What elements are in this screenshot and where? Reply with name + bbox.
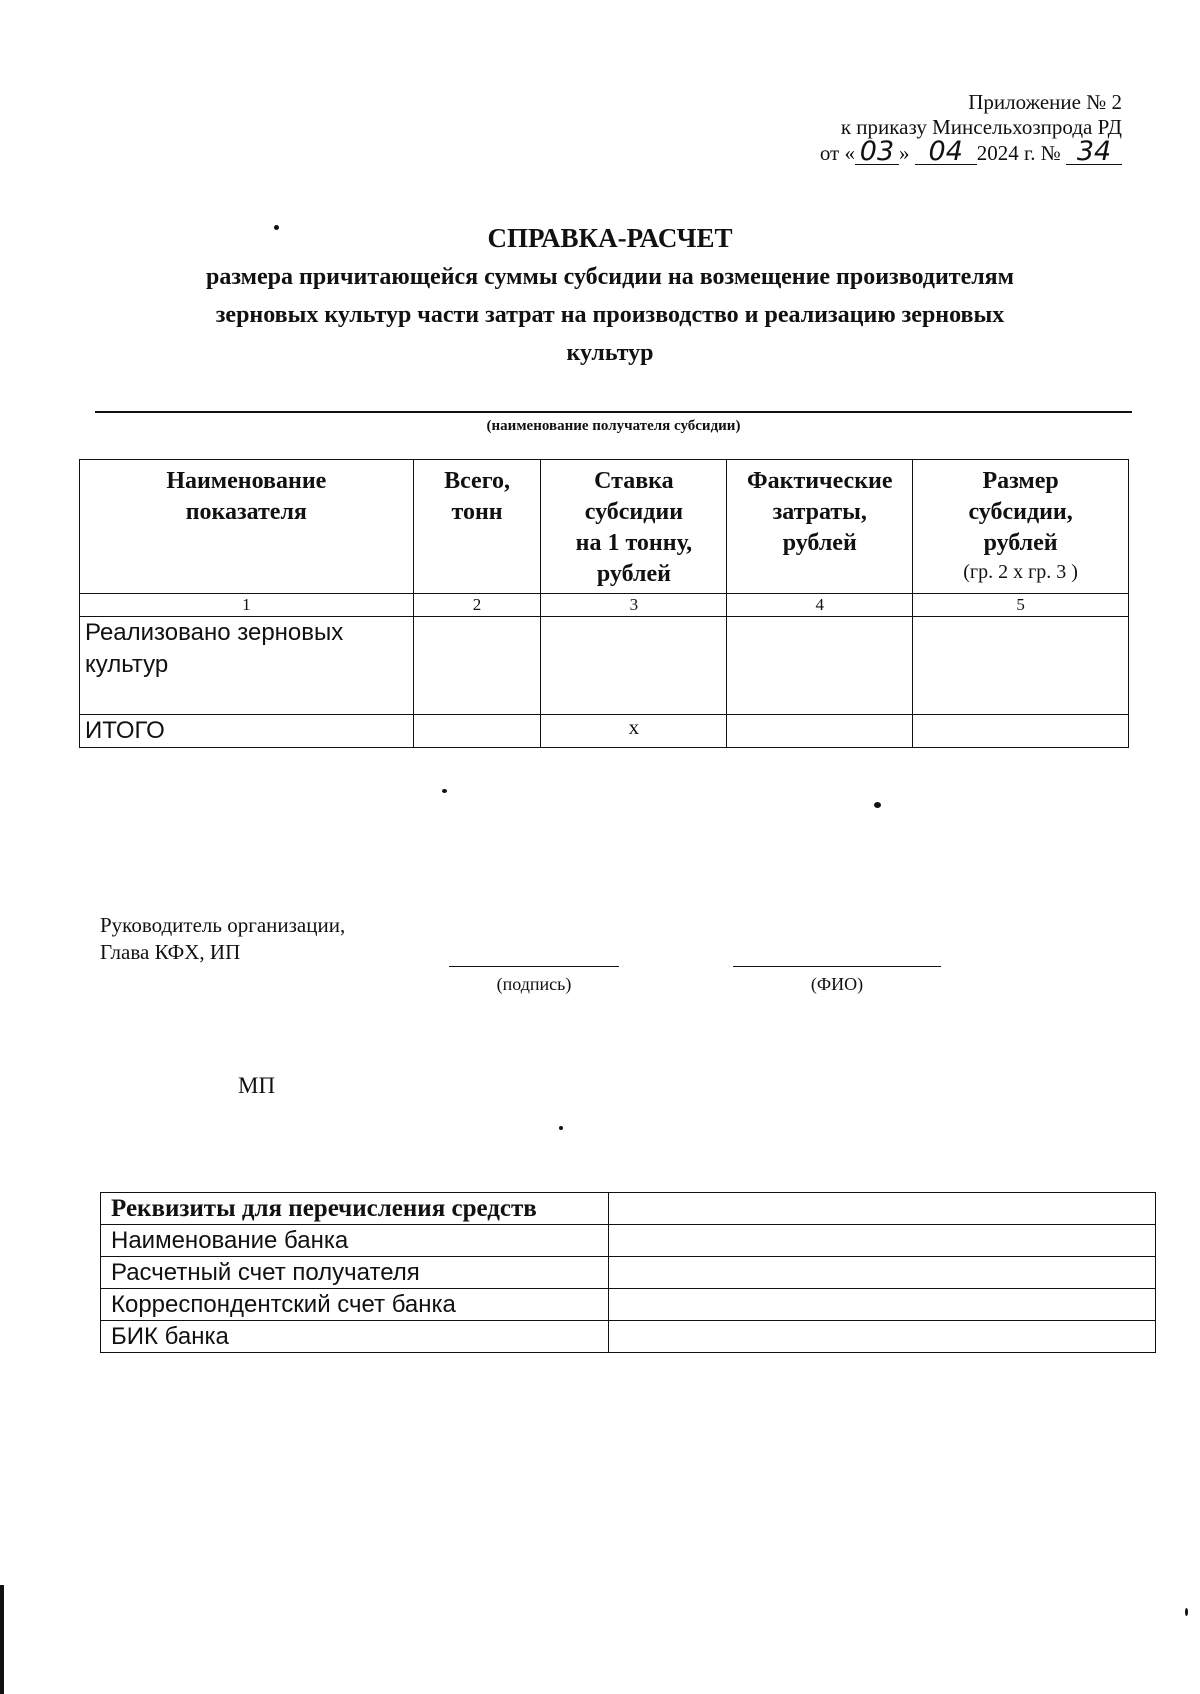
bank-name-label: Наименование банка bbox=[101, 1225, 609, 1257]
total-label: ИТОГО bbox=[80, 715, 414, 748]
date-quote: » bbox=[898, 141, 910, 165]
scan-speck bbox=[874, 802, 881, 808]
bank-header: Реквизиты для перечисления средств bbox=[101, 1193, 609, 1225]
total-actual-costs[interactable] bbox=[727, 715, 913, 748]
total-subsidy-size[interactable] bbox=[913, 715, 1129, 748]
table-row bbox=[101, 1257, 1156, 1289]
recipient-name-line bbox=[95, 411, 1132, 413]
table-row bbox=[101, 1225, 1156, 1257]
header-text: субсидии bbox=[584, 499, 684, 525]
row-label-line: Реализовано зерновых bbox=[85, 619, 344, 646]
column-number: 1 bbox=[80, 594, 414, 617]
bank-header-value[interactable] bbox=[609, 1193, 1156, 1225]
cell-actual-costs[interactable] bbox=[727, 617, 913, 715]
subsidy-calculation-table bbox=[79, 459, 1129, 748]
scan-speck bbox=[442, 789, 447, 793]
role-line: Глава КФХ, ИП bbox=[100, 940, 241, 964]
recipient-caption: (наименование получателя субсидии) bbox=[486, 418, 741, 434]
header-text: затраты, bbox=[772, 499, 867, 525]
header-formula: (гр. 2 х гр. 3 ) bbox=[963, 561, 1078, 583]
column-number: 3 bbox=[541, 594, 727, 617]
bik-label: БИК банка bbox=[101, 1321, 609, 1353]
corr-account-label: Корреспондентский счет банка bbox=[101, 1289, 609, 1321]
column-number-row bbox=[80, 594, 1129, 617]
header-text: на 1 тонну, bbox=[575, 530, 693, 556]
name-line[interactable] bbox=[733, 966, 941, 967]
header-text: Размер bbox=[982, 468, 1059, 494]
title-sub-line2: зерновых культур части затрат на производство и реализацию зерновых bbox=[215, 302, 1005, 328]
header-text: рублей bbox=[782, 530, 857, 556]
scan-speck bbox=[1185, 1608, 1188, 1616]
corr-account-value[interactable] bbox=[609, 1289, 1156, 1321]
signatory-role bbox=[100, 912, 345, 966]
cell-rate[interactable] bbox=[541, 617, 727, 715]
row-label-line: культур bbox=[85, 651, 169, 678]
table-header-row bbox=[80, 460, 1129, 594]
header-text: тонн bbox=[451, 499, 503, 525]
column-number: 4 bbox=[727, 594, 913, 617]
header-actual-costs bbox=[727, 460, 913, 594]
scan-speck bbox=[274, 225, 279, 230]
header-subsidy-size bbox=[913, 460, 1129, 594]
row-label-grain-sold bbox=[80, 617, 414, 715]
header-text: рублей bbox=[596, 561, 671, 587]
table-row bbox=[101, 1289, 1156, 1321]
signature-line[interactable] bbox=[449, 966, 619, 967]
cell-total-tons[interactable] bbox=[413, 617, 541, 715]
appendix-order: к приказу Минсельхозпрода РД bbox=[840, 115, 1122, 139]
bank-name-value[interactable] bbox=[609, 1225, 1156, 1257]
date-year: 2024 г. № bbox=[976, 141, 1061, 165]
total-rate-mark: х bbox=[541, 715, 727, 748]
header-total-tons bbox=[413, 460, 541, 594]
document-title bbox=[120, 220, 1100, 372]
title-main: СПРАВКА-РАСЧЕТ bbox=[487, 223, 733, 253]
appendix-date-line bbox=[819, 136, 1122, 167]
table-row bbox=[101, 1321, 1156, 1353]
name-caption: (ФИО) bbox=[810, 974, 864, 994]
account-value[interactable] bbox=[609, 1257, 1156, 1289]
header-text: Всего, bbox=[444, 468, 510, 494]
header-text: субсидии, bbox=[968, 499, 1073, 525]
cell-subsidy-size[interactable] bbox=[913, 617, 1129, 715]
appendix-number: Приложение № 2 bbox=[968, 90, 1122, 114]
total-row bbox=[80, 715, 1129, 748]
header-text: рублей bbox=[983, 530, 1058, 556]
date-month: 04 bbox=[915, 140, 977, 165]
title-sub-line1: размера причитающейся суммы субсидии на возмещение производителям bbox=[205, 264, 1015, 290]
appendix-block bbox=[820, 90, 1122, 166]
header-indicator bbox=[80, 460, 414, 594]
scan-edge bbox=[0, 1585, 4, 1694]
table-row bbox=[80, 617, 1129, 715]
stamp-place: МП bbox=[238, 1073, 276, 1098]
bik-value[interactable] bbox=[609, 1321, 1156, 1353]
title-subtitle bbox=[120, 258, 1100, 372]
account-label: Расчетный счет получателя bbox=[101, 1257, 609, 1289]
total-tons[interactable] bbox=[413, 715, 541, 748]
bank-header-row bbox=[101, 1193, 1156, 1225]
date-prefix: от « bbox=[819, 141, 855, 165]
header-rate bbox=[541, 460, 727, 594]
header-text: Фактические bbox=[747, 468, 893, 494]
title-sub-line3: культур bbox=[566, 340, 654, 366]
signature-caption: (подпись) bbox=[496, 974, 572, 994]
bank-details-table bbox=[100, 1192, 1156, 1353]
role-line: Руководитель организации, bbox=[100, 913, 346, 937]
header-text: Ставка bbox=[594, 468, 674, 494]
column-number: 2 bbox=[413, 594, 541, 617]
scan-speck bbox=[559, 1126, 563, 1130]
order-number: 34 bbox=[1066, 140, 1122, 165]
date-day: 03 bbox=[855, 140, 899, 165]
column-number: 5 bbox=[913, 594, 1129, 617]
header-text: Наименование bbox=[166, 468, 327, 494]
header-text: показателя bbox=[185, 499, 307, 525]
